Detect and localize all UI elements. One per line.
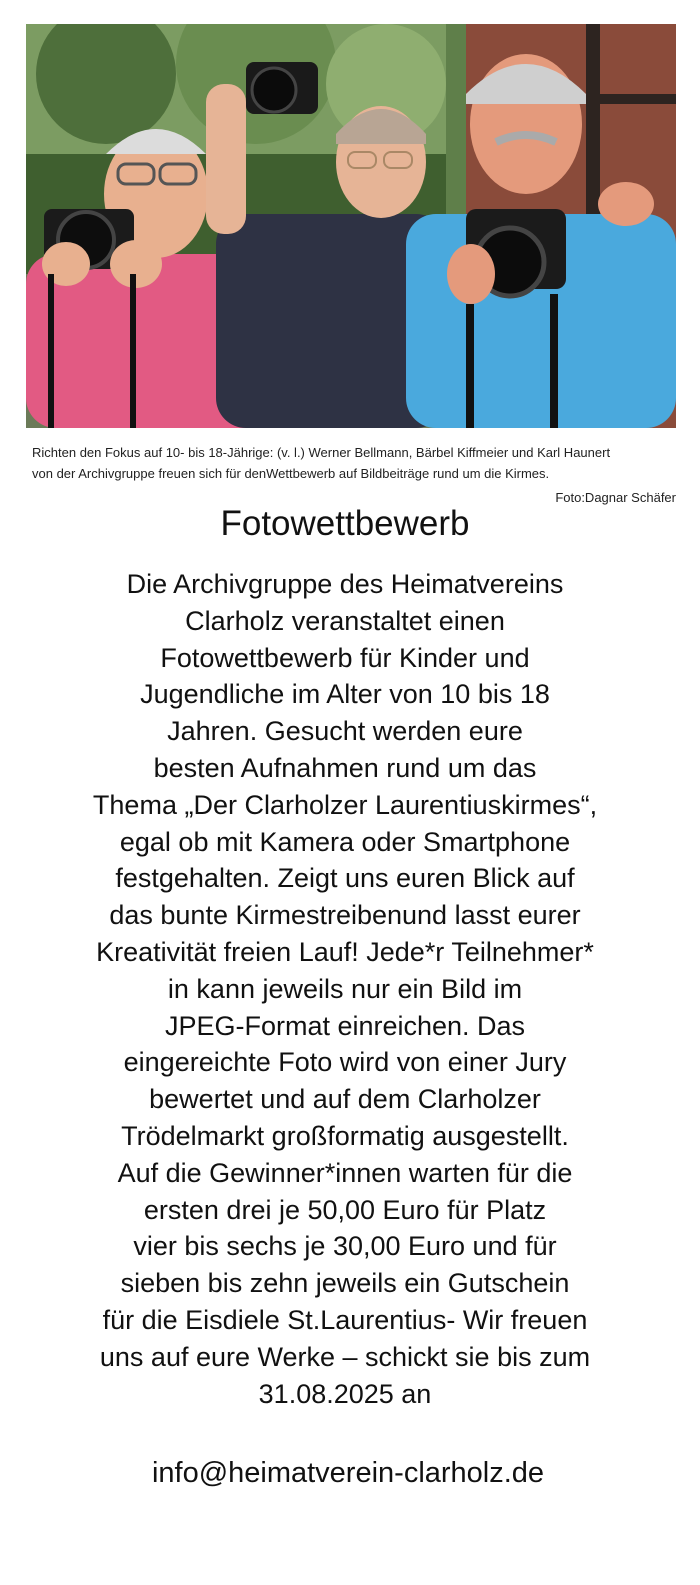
- body-line: uns auf eure Werke – schickt sie bis zum: [99, 1341, 591, 1372]
- body-line: besten Aufnahmen rund um das: [153, 752, 537, 783]
- body-line: für die Eisdiele St.Laurentius- Wir freuen: [102, 1304, 588, 1335]
- article-title: Fotowettbewerb: [220, 504, 470, 543]
- body-line: JPEG-Format einreichen. Das: [164, 1010, 526, 1041]
- body-line: Jugendliche im Alter von 10 bis 18: [140, 679, 550, 710]
- body-line: 31.08.2025 an: [258, 1378, 432, 1409]
- body-line: Fotowettbewerb für Kinder und: [160, 642, 530, 673]
- photo-illustration: [26, 24, 676, 428]
- contact-email: info@heimatverein-clarholz.de: [151, 1457, 545, 1489]
- photo-caption: [32, 442, 672, 484]
- body-line: Trödelmarkt großformatig ausgestellt.: [121, 1120, 569, 1151]
- body-line: Kreativität freien Lauf! Jede*r Teilnehmer*: [96, 936, 594, 967]
- body-line: festgehalten. Zeigt uns euren Blick auf: [115, 863, 575, 894]
- body-line: Thema „Der Clarholzer Laurentiuskirmes“,: [92, 789, 598, 820]
- body-line: Clarholz veranstaltet einen: [185, 605, 505, 636]
- body-line: das bunte Kirmestreibenund lasst eurer: [109, 900, 581, 931]
- group-photo: [26, 24, 676, 428]
- article-body: [0, 566, 690, 1412]
- body-line: bewertet und auf dem Clarholzer: [149, 1084, 541, 1115]
- body-line: egal ob mit Kamera oder Smartphone: [119, 826, 571, 857]
- body-line: eingereichte Foto wird von einer Jury: [123, 1047, 567, 1078]
- body-line: ersten drei je 50,00 Euro für Platz: [143, 1194, 547, 1225]
- body-line: Jahren. Gesucht werden eure: [167, 716, 523, 747]
- body-line: sieben bis zehn jeweils ein Gutschein: [120, 1268, 570, 1299]
- body-line: in kann jeweils nur ein Bild im: [167, 973, 523, 1004]
- body-line: Die Archivgruppe des Heimatvereins: [126, 569, 564, 599]
- body-line: vier bis sechs je 30,00 Euro und für: [133, 1231, 557, 1262]
- body-line: Auf die Gewinner*innen warten für die: [117, 1157, 573, 1188]
- caption-line-2: von der Archivgruppe freuen sich für denWettbewerb auf Bildbeiträge rund um die Kirmes.: [32, 466, 550, 481]
- caption-line-1: Richten den Fokus auf 10- bis 18-Jährige: (v. l.) Werner Bellmann, Bärbel Kiffmeier und Karl Haunert: [32, 445, 611, 460]
- photo-credit: Foto:Dagnar Schäfer: [555, 490, 676, 505]
